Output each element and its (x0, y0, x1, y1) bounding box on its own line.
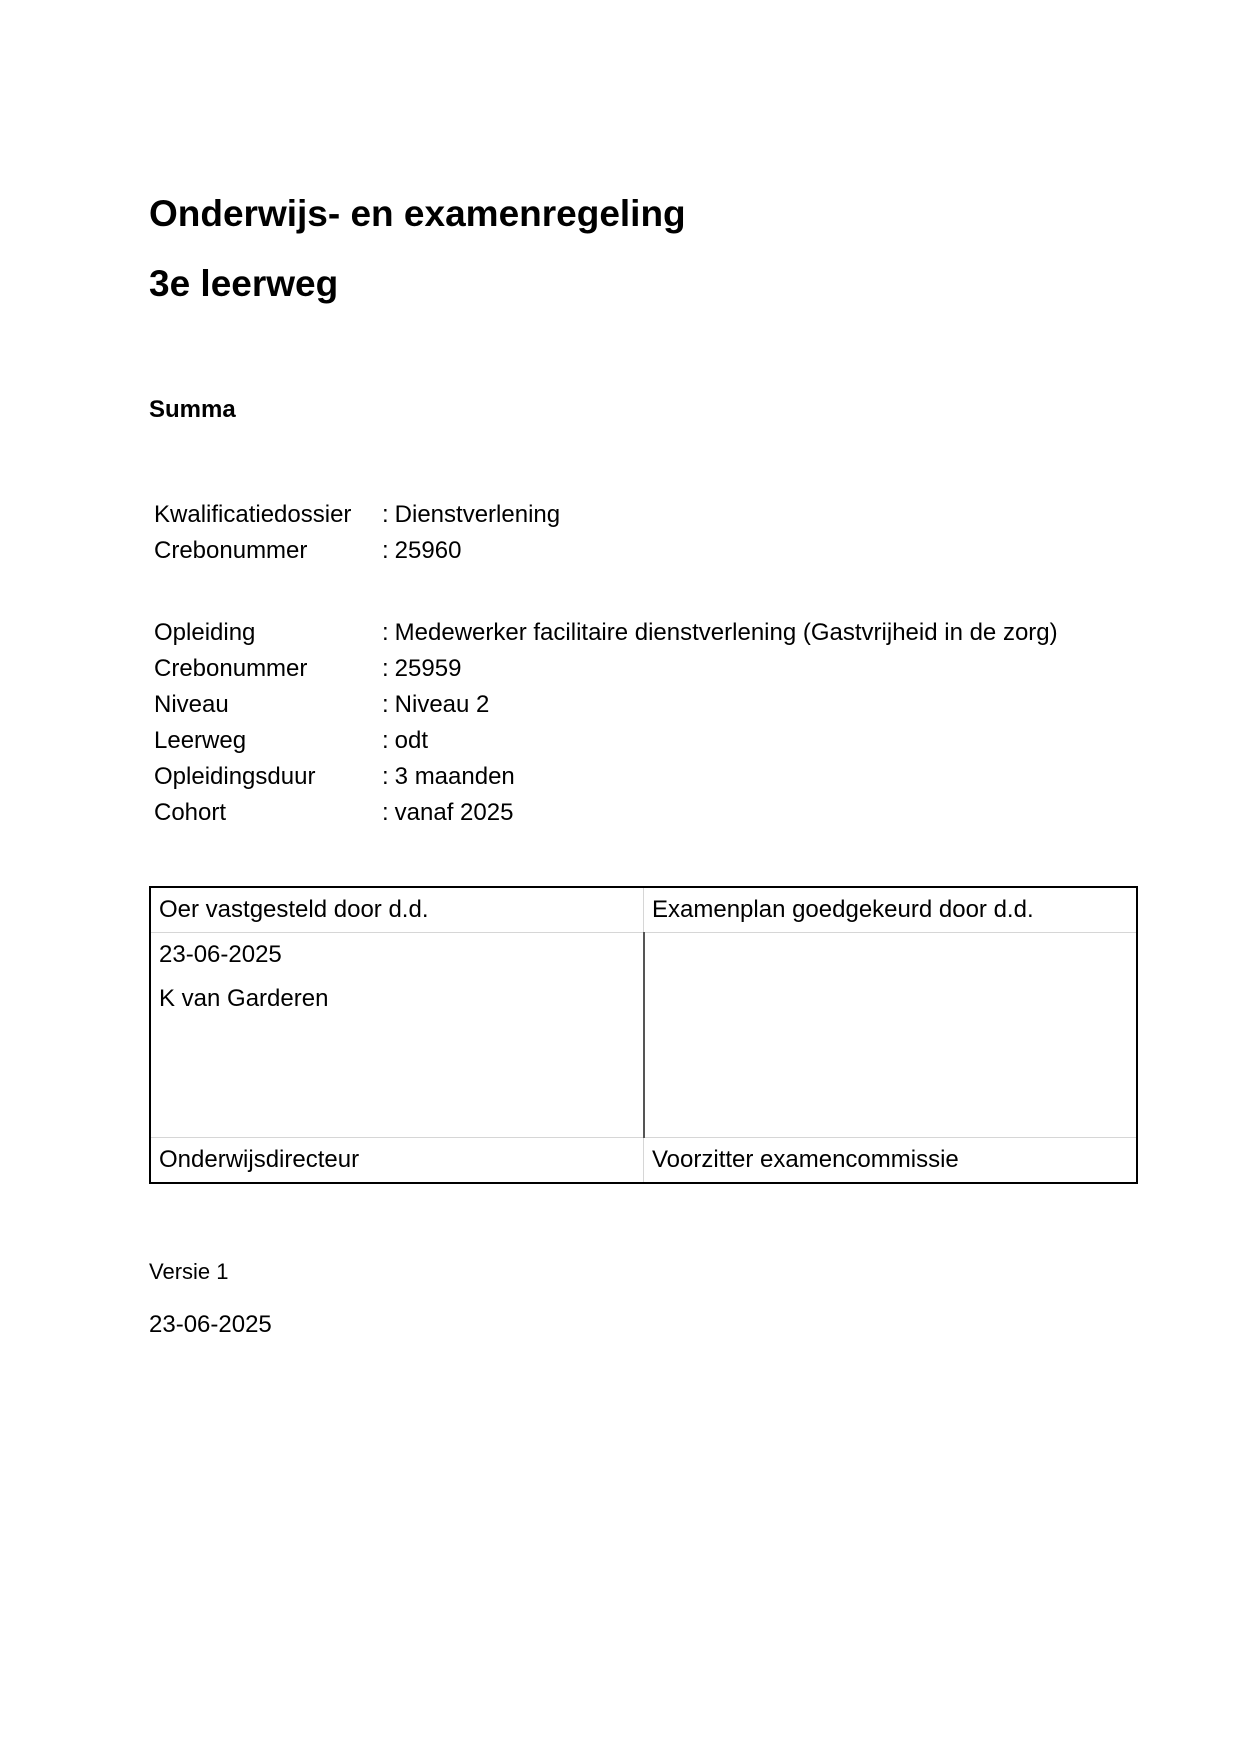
info-separator: : (382, 501, 389, 528)
info-label: Leerweg (154, 727, 247, 754)
approval-date: 23-06-2025 (159, 941, 282, 968)
info-label: Opleiding (154, 619, 256, 646)
info-separator: : (382, 763, 389, 790)
info-value: 3 maanden (394, 763, 515, 790)
info-label: Niveau (154, 691, 229, 718)
info-label: Crebonummer (154, 537, 308, 564)
info-value: Dienstverlening (394, 501, 561, 528)
info-row-niveau (154, 687, 1154, 723)
approval-footer-right: Voorzitter examencommissie (644, 1138, 1138, 1184)
info-row-cohort (154, 795, 1154, 831)
approval-footer-row (150, 1138, 1137, 1184)
approval-body-right (644, 933, 1138, 1138)
info-row-opleiding (154, 615, 1154, 651)
approval-header-right: Examenplan goedgekeurd door d.d. (644, 887, 1138, 933)
info-separator: : (382, 655, 389, 682)
info-separator: : (382, 727, 389, 754)
approval-body-row (150, 933, 1137, 1138)
approval-footer-left: Onderwijsdirecteur (150, 1138, 644, 1184)
document-title: Onderwijs- en examenregeling (149, 193, 686, 234)
approval-header-row (150, 887, 1137, 933)
info-value: odt (394, 727, 429, 754)
info-value: vanaf 2025 (394, 799, 514, 826)
organization-name: Summa (149, 396, 236, 423)
program-info (154, 615, 1154, 831)
info-row-leerweg (154, 723, 1154, 759)
info-separator: : (382, 537, 389, 564)
info-label: Crebonummer (154, 655, 308, 682)
info-separator: : (382, 619, 389, 646)
approval-header-left: Oer vastgesteld door d.d. (150, 887, 644, 933)
info-row-opleidingsduur (154, 759, 1154, 795)
approval-body-left (150, 933, 644, 1138)
info-value: Niveau 2 (394, 691, 490, 718)
info-row-crebonummer-opleiding (154, 651, 1154, 687)
approval-table (149, 886, 1138, 1184)
info-value: 25960 (394, 537, 462, 564)
info-separator: : (382, 799, 389, 826)
approval-signer-name: K van Garderen (159, 985, 329, 1012)
info-row-crebonummer-dossier (154, 533, 1154, 569)
info-row-kwalificatiedossier (154, 497, 1154, 533)
info-value: 25959 (394, 655, 462, 682)
info-label: Cohort (154, 799, 227, 826)
info-value: Medewerker facilitaire dienstverlening (Gastvrijheid in de zorg) (394, 619, 1058, 646)
info-label: Kwalificatiedossier (154, 501, 352, 528)
qualification-info (154, 497, 1154, 569)
document-version: Versie 1 (149, 1259, 229, 1284)
document-date: 23-06-2025 (149, 1311, 272, 1338)
document-subtitle: 3e leerweg (149, 263, 339, 304)
info-label: Opleidingsduur (154, 763, 316, 790)
info-separator: : (382, 691, 389, 718)
